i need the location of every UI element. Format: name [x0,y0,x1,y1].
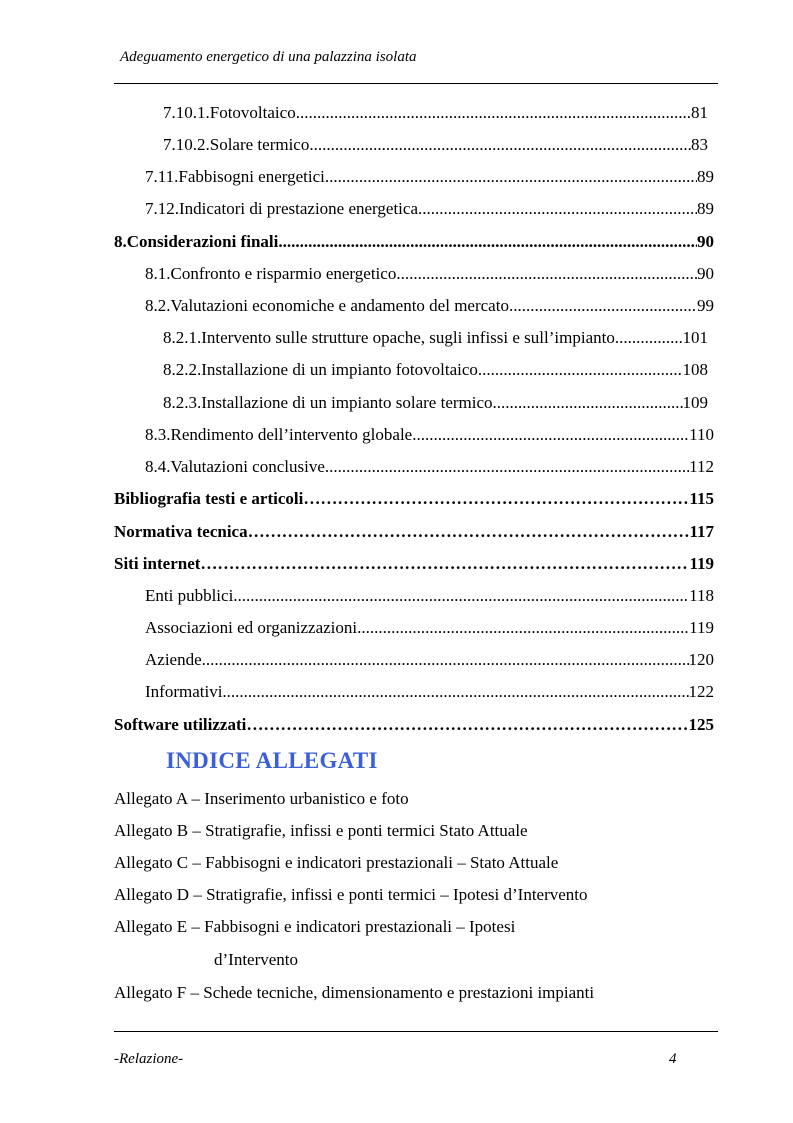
toc-leader [478,360,683,380]
toc-entry-title: Confronto e risparmio energetico [170,264,397,283]
running-header: Adeguamento energetico di una palazzina isolata [120,49,417,65]
toc-entry [163,328,714,352]
toc-entry [145,296,714,320]
toc-leader [278,232,697,252]
toc-entry [145,618,714,642]
toc-entry-page: 81 [691,103,708,122]
toc-entry-title: Installazione di un impianto solare termico [201,393,493,412]
toc-entry-page: 83 [691,135,708,154]
toc-leader [418,199,697,219]
allegato-item: Allegato C – Fabbisogni e indicatori prestazionali – Stato Attuale [114,853,559,872]
allegato-item: Allegato F – Schede tecniche, dimensionamento e prestazioni impianti [114,983,595,1002]
footer-rule [114,1031,718,1032]
toc-leader [246,715,688,735]
toc-entry [163,360,714,384]
toc-entry-title: Rendimento dell’intervento globale [170,425,413,444]
toc-leader [509,296,697,316]
page-number: 4 [669,1051,677,1067]
toc-entry-number: 7.10.2. [163,135,210,154]
toc-entry-title: Siti internet [114,554,201,573]
toc-entry-title: Intervento sulle strutture opache, sugli infissi e sull’impianto [201,328,615,347]
toc-entry-page: 109 [682,393,708,412]
toc-leader [296,103,691,123]
toc-entry-page: 89 [697,167,714,186]
toc-entry-page: 90 [697,264,714,283]
toc-entry-title: Valutazioni conclusive [170,457,325,476]
toc-entry-title: Associazioni ed organizzazioni [145,618,358,637]
toc-entry-number: 8.1. [145,264,171,283]
toc-leader [325,457,689,477]
toc-leader [222,682,688,702]
toc-entry-title: Aziende [145,650,202,669]
toc-entry-title: Considerazioni finali [126,232,279,251]
toc-leader [248,522,690,542]
toc-entry-page: 99 [697,296,714,315]
toc-entry-title: Software utilizzati [114,715,247,734]
allegato-item: Allegato A – Inserimento urbanistico e foto [114,789,409,808]
toc-entry-page: 90 [697,232,714,251]
toc-entry-page: 120 [688,650,714,669]
toc-entry-page: 119 [689,554,714,573]
toc-entry-title: Installazione di un impianto fotovoltaico [201,360,478,379]
toc-entry [163,393,714,417]
toc-entry-title: Valutazioni economiche e andamento del mercato [170,296,509,315]
toc-entry-number: 7.12. [145,199,179,218]
toc-entry-title: Enti pubblici [145,586,234,605]
toc-entry-title: Normativa tecnica [114,522,248,541]
toc-chapter [114,522,714,546]
toc-chapter [114,232,714,256]
toc-leader [396,264,697,284]
toc-chapter [114,489,714,513]
toc-leader [309,135,691,155]
toc-entry [145,264,714,288]
toc-entry-number: 8.4. [145,457,171,476]
toc-entry [163,103,714,127]
toc-entry-title: Indicatori di prestazione energetica [179,199,418,218]
toc-entry-page: 122 [688,682,714,701]
allegato-item-continuation: d’Intervento [214,950,299,969]
toc-leader [233,586,689,606]
toc-leader [200,554,689,574]
toc-entry-number: 8.2.1. [163,328,202,347]
toc-leader [202,650,689,670]
toc-entry [163,135,714,159]
toc-entry [145,199,714,223]
allegati-heading: INDICE ALLEGATI [166,748,378,773]
toc-entry [145,457,714,481]
toc-entry [145,586,714,610]
toc-entry-number: 8.3. [145,425,171,444]
toc-entry [145,682,714,706]
toc-entry-page: 115 [689,489,714,508]
toc-leader [325,167,697,187]
toc-entry-number: 8.2.3. [163,393,202,412]
toc-entry-page: 117 [689,522,714,541]
toc-entry-page: 125 [688,715,714,734]
toc-entry-number: 8.2.2. [163,360,202,379]
toc-entry-page: 112 [689,457,714,476]
toc-entry-page: 89 [697,199,714,218]
toc-entry-title: Fotovoltaico [209,103,296,122]
toc-entry-title: Bibliografia testi e articoli [114,489,304,508]
footer-label: -Relazione- [114,1051,184,1067]
toc-leader [615,328,683,348]
toc-chapter [114,715,714,739]
toc-entry-number: 7.10.1. [163,103,210,122]
allegato-item: Allegato D – Stratigrafie, infissi e ponti termici – Ipotesi d’Intervento [114,885,588,904]
toc-leader [357,618,689,638]
toc-entry-page: 108 [682,360,708,379]
toc-entry-number: 7.11. [145,167,179,186]
toc-entry-page: 110 [689,425,714,444]
toc-leader [412,425,689,445]
toc-entry-title: Solare termico [209,135,310,154]
toc-chapter [114,554,714,578]
toc-entry-number: 8. [114,232,127,251]
toc-entry-page: 101 [682,328,708,347]
toc-entry-page: 118 [689,586,714,605]
toc-entry [145,425,714,449]
toc-entry-title: Informativi [145,682,223,701]
allegato-item: Allegato E – Fabbisogni e indicatori prestazionali – Ipotesi [114,917,516,936]
toc-entry [145,650,714,674]
toc-entry-page: 119 [689,618,714,637]
toc-leader [303,489,689,509]
toc-leader [493,393,683,413]
allegato-item: Allegato B – Stratigrafie, infissi e ponti termici Stato Attuale [114,821,528,840]
toc-entry-title: Fabbisogni energetici [178,167,325,186]
toc-entry-number: 8.2. [145,296,171,315]
toc-entry [145,167,714,191]
header-rule [114,83,718,84]
